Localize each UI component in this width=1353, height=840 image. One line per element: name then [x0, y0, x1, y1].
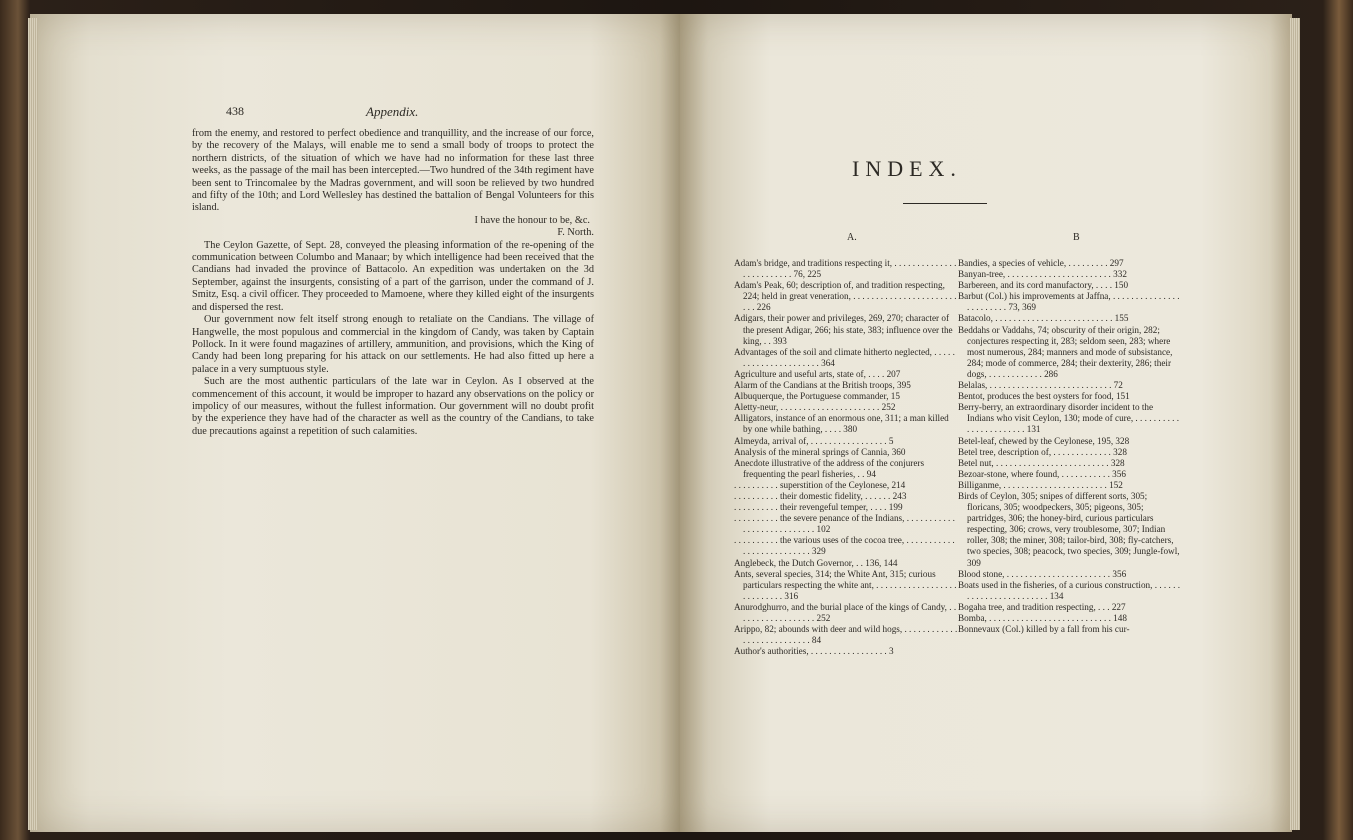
index-entry: Blood stone, . . . . . . . . . . . . . . . . . . . . . . . 356: [958, 568, 1127, 579]
index-entry: Barbereen, and its cord manufactory, . . . . 150: [958, 280, 1129, 291]
index-entry: Advantages of the soil and climate hitherto neglected, . . . . . . . . . . . . . . . . . . . . . . 364: [734, 346, 955, 368]
index-entry: Banyan-tree, . . . . . . . . . . . . . . . . . . . . . . . 332: [958, 269, 1127, 280]
right-page-edges: [1290, 18, 1300, 830]
paragraph: from the enemy, and restored to perfect obedience and tranquillity, and the increase of our force, by the recovery of the Malays, will enable me to send a small body of troops to protect the northern districts, of the situation of which we have had no information for these last three weeks, as the passage of the mail has been intercepted.—Two hundred of the 34th regiment have been sent to Trincomalee by the Madras government, and will soon be relieved by two hundred and fifty of the 10th; and Lord Wellesley has destined the battalion of Bengal Volunteers for this island.: [192, 128, 594, 214]
index-entry: Anurodghurro, and the burial place of the kings of Candy, . . . . . . . . . . . . . . . . . . 252: [734, 601, 957, 623]
index-entry: Anecdote illustrative of the address of the conjurers frequenting the pearl fisheries, . . 94: [734, 457, 925, 479]
column-a-letter: A.: [847, 232, 857, 243]
index-column-b: [958, 258, 1182, 635]
index-entry: Berry-berry, an extraordinary disorder incident to the Indians who visit Ceylon, 130; mode of cure, . . . . . . . . . . . . . . . . . . . . . . . 131: [958, 402, 1180, 435]
index-entry: Anglebeck, the Dutch Governor, . . 136, 144: [734, 557, 898, 568]
index-entry: Adam's bridge, and traditions respecting it, . . . . . . . . . . . . . . . . . . . . . . . . . 76, 225: [734, 258, 957, 280]
index-title: INDEX.: [852, 156, 962, 181]
index-entry: Arippo, 82; abounds with deer and wild hogs, . . . . . . . . . . . . . . . . . . . . . . . . . . . 84: [734, 624, 958, 646]
index-entry: Author's authorities, . . . . . . . . . . . . . . . . . 3: [734, 646, 894, 657]
index-entry: . . . . . . . . . . their domestic fidelity, . . . . . . 243: [734, 490, 907, 501]
index-entry: Almeyda, arrival of, . . . . . . . . . . . . . . . . . 5: [734, 435, 894, 446]
index-entry: Bezoar-stone, where found, . . . . . . . . . . . 356: [958, 468, 1126, 479]
index-entry: Analysis of the mineral springs of Cannia, 360: [734, 446, 906, 457]
paragraph: Such are the most authentic particulars of the late war in Ceylon. As I observed at the commencement of this account, it would be improper to hazard any observations on the policy or impolicy of our measures, without the fullest information. Our government will no doubt profit by the experience they have had of the character as well as the country of the Candians, to take due precautions against a repetition of such calamities.: [192, 376, 594, 437]
page-number: 438: [226, 104, 244, 118]
closing-line: I have the honour to be, &c.: [474, 214, 590, 226]
column-b-letter: B: [1073, 232, 1080, 243]
index-entry: Betel-leaf, chewed by the Ceylonese, 195, 328: [958, 435, 1130, 446]
index-entry: . . . . . . . . . . the severe penance of the Indians, . . . . . . . . . . . . . . . . . . . . . . . . . . . 102: [734, 513, 955, 535]
index-column-a: [734, 258, 958, 657]
left-page-body: [192, 128, 594, 438]
index-entry: Barbut (Col.) his improvements at Jaffna, . . . . . . . . . . . . . . . . . . . . . . . . 73, 369: [958, 291, 1180, 313]
index-entry: . . . . . . . . . . superstition of the Ceylonese, 214: [734, 479, 906, 490]
index-entry: Betel nut, . . . . . . . . . . . . . . . . . . . . . . . . . 328: [958, 457, 1125, 468]
index-entry: Billiganme, . . . . . . . . . . . . . . . . . . . . . . . 152: [958, 479, 1123, 490]
index-entry: Beddahs or Vaddahs, 74; obscurity of their origin, 282; conjectures respecting it, 283; seldom seen, 283; where most numerous, 284; manners and mode of subsistance, 284; mode of commerce, 284; their dexterity, 286; their dogs, . . . . . . . . . . . . 286: [958, 324, 1173, 379]
signature: F. North.: [557, 227, 594, 239]
title-rule: [903, 203, 987, 204]
index-entry: Boats used in the fisheries, of a curious construction, . . . . . . . . . . . . . . . . . . . . . . . . 134: [958, 579, 1180, 601]
index-entry: Adigars, their power and privileges, 269, 270; character of the present Adigar, 266; his state, 383; influence over the king, . . 393: [734, 313, 953, 346]
index-entry: Agriculture and useful arts, state of, . . . . 207: [734, 368, 901, 379]
paragraph: Our government now felt itself strong enough to retaliate on the Candians. The village of Hangwelle, the most populous and commercial in the kingdom of Candy, was taken by Captain Pollock. In it were found magazines of artillery, ammunition, and provisions, which the King of Candy had been long preparing for his attack on our settlements. He had also fitted up here a palace in a very sumptuous style.: [192, 314, 594, 375]
index-entry: Bentot, produces the best oysters for food, 151: [958, 391, 1130, 402]
index-entry: Belalas, . . . . . . . . . . . . . . . . . . . . . . . . . . . 72: [958, 380, 1123, 391]
index-entry: . . . . . . . . . . the various uses of the cocoa tree, . . . . . . . . . . . . . . . . . . . . . . . . . . 329: [734, 535, 955, 557]
running-title: Appendix.: [366, 104, 419, 119]
left-page-edges: [28, 18, 38, 830]
index-entry: Betel tree, description of, . . . . . . . . . . . . . 328: [958, 446, 1127, 457]
index-entry: Bomba, . . . . . . . . . . . . . . . . . . . . . . . . . . . 148: [958, 613, 1127, 623]
index-entry: Bandies, a species of vehicle, . . . . . . . . . 297: [958, 258, 1124, 268]
index-entry: Aletty-neur, . . . . . . . . . . . . . . . . . . . . . . 252: [734, 402, 896, 413]
index-entry: Birds of Ceylon, 305; snipes of different sorts, 305; floricans, 305; woodpeckers, 305; pigeons, 305; partridges, 306; the honey-bird, curious particulars respecting, 306; crows, very troublesome, 307; Indian roller, 308; the miner, 308; tailor-bird, 308; fly-catchers, two species, 308; peacock, two species, 309; Jungle-fowl, 309: [958, 490, 1180, 568]
index-entry: Bogaha tree, and tradition respecting, . . . 227: [958, 601, 1126, 612]
index-entry: Alarm of the Candians at the British troops, 395: [734, 380, 911, 391]
index-entry: Ants, several species, 314; the White Ant, 315; curious particulars respecting the white ant, . . . . . . . . . . . . . . . . . . . . . . . . . . . 316: [734, 568, 957, 601]
index-entry: Batacolo, . . . . . . . . . . . . . . . . . . . . . . . . . . 155: [958, 313, 1129, 324]
index-entry: Adam's Peak, 60; description of, and tradition respecting, 224; held in great veneration, . . . . . . . . . . . . . . . . . . . . . . . . . . 226: [734, 280, 957, 313]
letter-closing: [192, 215, 594, 227]
index-entry: Bonnevaux (Col.) killed by a fall from his cur-: [958, 624, 1130, 635]
paragraph: The Ceylon Gazette, of Sept. 28, conveyed the pleasing information of the re-opening of the communication between Columbo and Manaar; by which intelligence had been received that the Candians had invaded the province of Battacolo. An expedition was undertaken on the 3d September, against the insurgents, consisting of a part of the garrison, under the command of J. Smitz, Esq. a civil officer. They proceeded to Mamoene, where they killed eight of the insurgents and dispersed the rest.: [192, 239, 594, 313]
index-entry: Albuquerque, the Portuguese commander, 15: [734, 391, 900, 402]
index-entry: Alligators, instance of an enormous one, 311; a man killed by one while bathing, . . . . 380: [734, 413, 949, 435]
index-entry: . . . . . . . . . . their revengeful temper, . . . . 199: [734, 502, 903, 513]
